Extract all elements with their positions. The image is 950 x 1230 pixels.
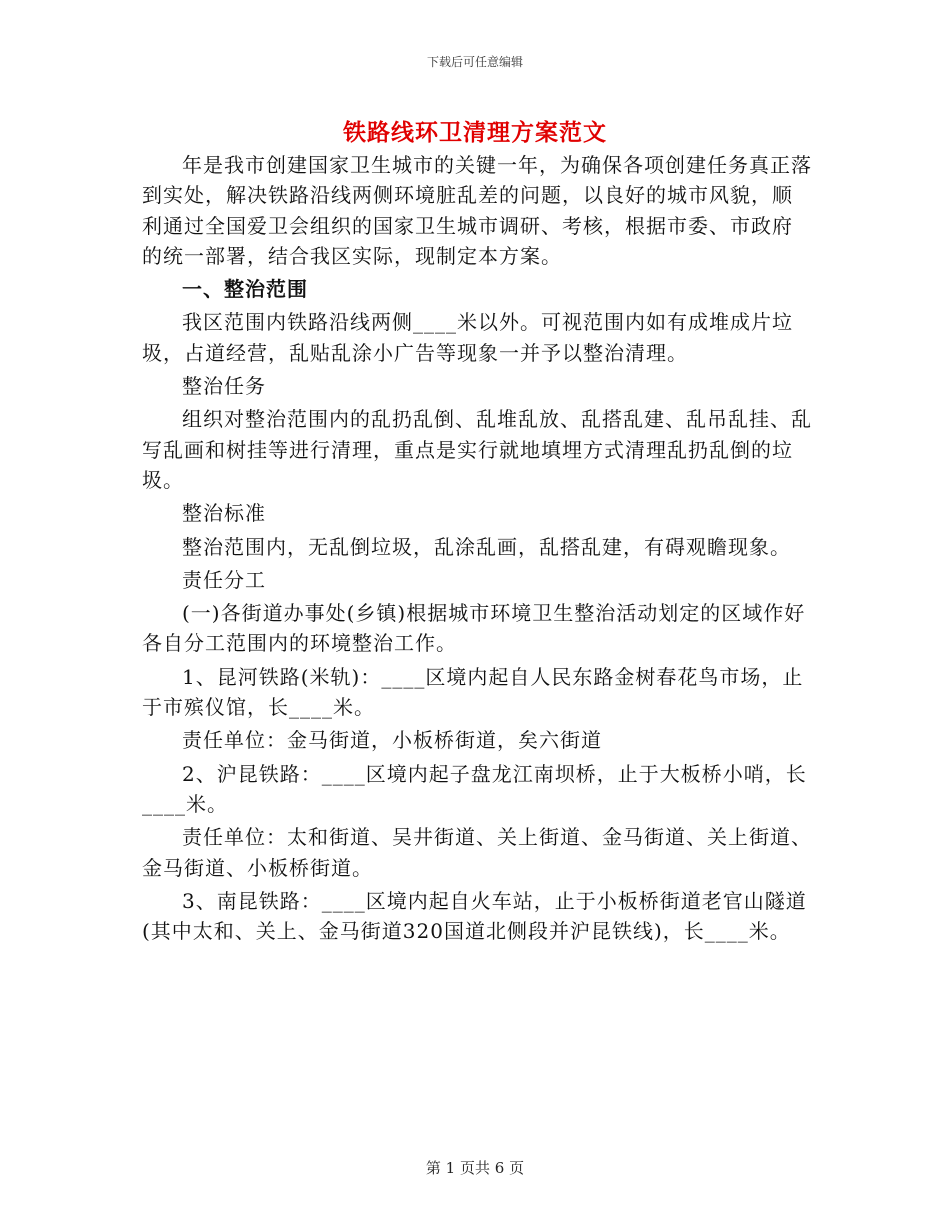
responsibility-paragraph: (一)各街道办事处(乡镇)根据城市环境卫生整治活动划定的区域作好各自分工范围内的环境整治工作。 (142, 601, 806, 656)
document-body (142, 150, 812, 949)
intro-paragraph: 年是我市创建国家卫生城市的关键一年，为确保各项创建任务真正落到实处，解决铁路沿线两侧环境脏乱差的问题，以良好的城市风貌，顺利通过全国爱卫会组织的国家卫生城市调研、考核，根据市委、市政府的统一部署，结合我区实际，现制定本方案。 (142, 153, 812, 268)
railway-item-2: 2、沪昆铁路：____区境内起子盘龙江南坝桥，止于大板桥小哨，长____米。 (142, 761, 807, 816)
responsible-units-2: 责任单位：太和街道、吴井街道、关上街道、金马街道、关上街道、金马街道、小板桥街道。 (142, 825, 812, 880)
document-title: 铁路线环卫清理方案范文 (343, 119, 607, 146)
subheading-responsibility: 责任分工 (182, 567, 266, 592)
railway-item-1: 1、昆河铁路(米轨)：____区境内起自人民东路金树春花鸟市场，止于市殡仪馆，长____米。 (142, 664, 804, 720)
railway-item-3: 3、南昆铁路：____区境内起自火车站，止于小板桥街道老官山隧道(其中太和、关上、金马街道320国道北侧段并沪昆铁线)，长____米。 (142, 888, 807, 944)
responsible-units-1: 责任单位：金马街道，小板桥街道，矣六街道 (182, 728, 602, 753)
standards-paragraph: 整治范围内，无乱倒垃圾，乱涂乱画，乱搭乱建，有碍观瞻现象。 (182, 534, 791, 559)
page-footer: 第 1 页共 6 页 (425, 1159, 525, 1177)
tasks-paragraph: 组织对整治范围内的乱扔乱倒、乱堆乱放、乱搭乱建、乱吊乱挂、乱写乱画和树挂等进行清理，重点是实行就地填埋方式清理乱扔乱倒的垃圾。 (142, 407, 812, 492)
header-note: 下载后可任意编辑 (426, 55, 523, 69)
subheading-tasks: 整治任务 (182, 374, 266, 399)
section-heading-scope: 一、整治范围 (182, 277, 308, 302)
subheading-standards: 整治标准 (182, 501, 266, 526)
scope-paragraph: 我区范围内铁路沿线两侧____米以外。可视范围内如有成堆成片垃圾，占道经营，乱贴乱涂小广告等现象一并予以整治清理。 (142, 310, 793, 365)
